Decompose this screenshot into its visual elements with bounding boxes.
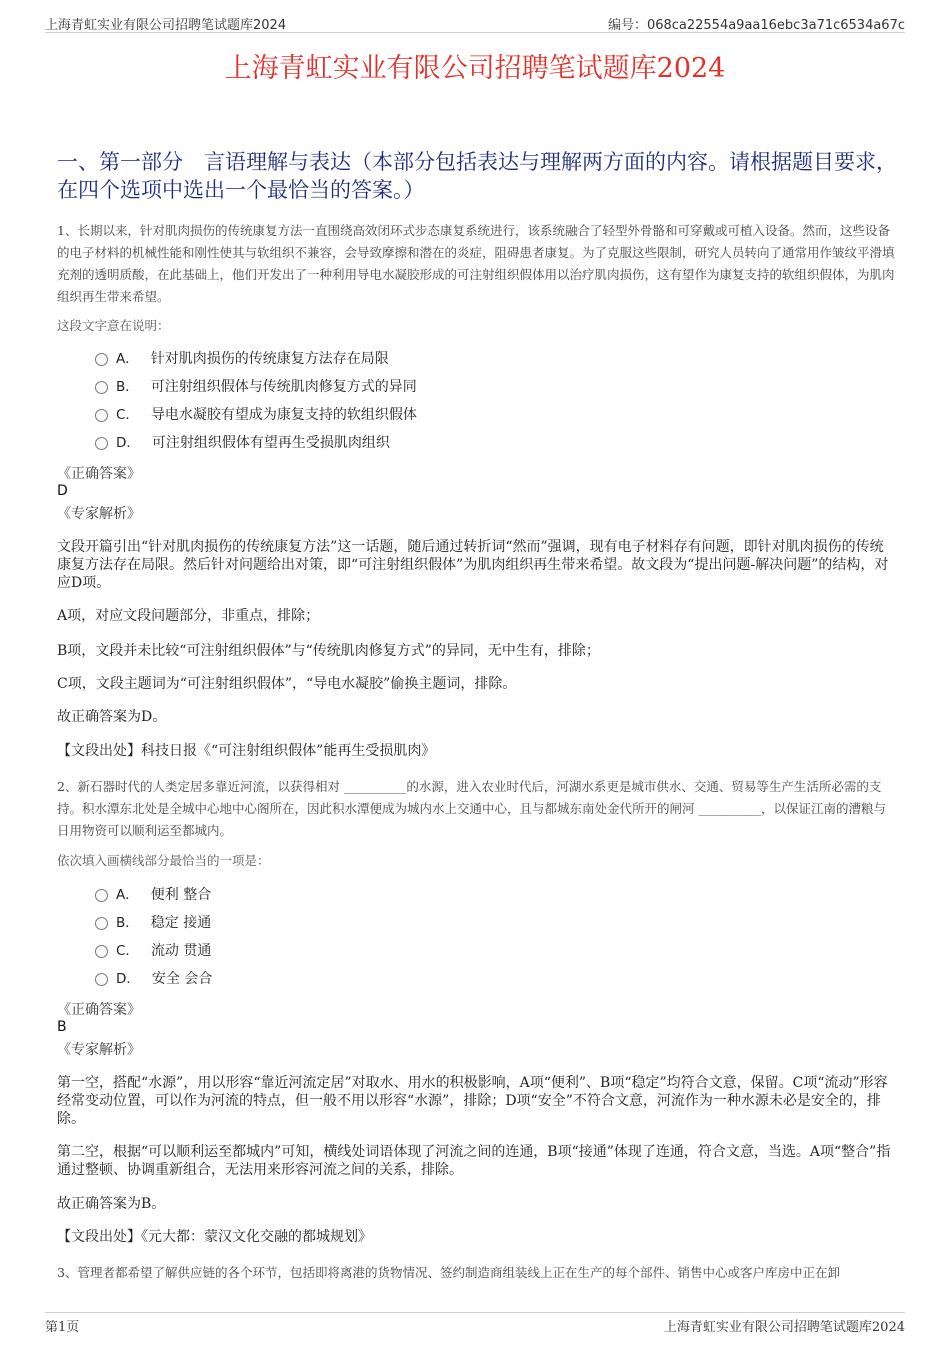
q1-analysis-para: B项，文段并未比较“可注射组织假体”与“传统肌肉修复方式”的异同，无中生有，排除； [57,643,600,659]
q1-option-d[interactable]: D． 可注射组织假体有望再生受损肌肉组织 [95,432,390,454]
document-number: 编号：068ca22554a9aa16ebc3a71c6534a67c [607,18,905,33]
q1-answer: D [57,483,68,499]
q2-answer: B [57,1019,67,1035]
radio-icon[interactable] [95,945,108,958]
question-2-prompt: 依次填入画横线部分最恰当的一项是： [57,853,270,868]
question-1-prompt: 这段文字意在说明： [57,318,170,333]
q1-analysis-para: C项，文段主题词为“可注射组织假体”，“导电水凝胶”偷换主题词，排除。 [57,676,517,692]
section-heading: 一、第一部分 言语理解与表达（本部分包括表达与理解两方面的内容。请根据题目要求，在四个选项中选出一个最恰当的答案。） [57,150,897,202]
q2-analysis-para: 第二空，根据“可以顺利运至都城内”可知，横线处词语体现了河流之间的连通，B项“接通”体现了连通，符合文意，当选。A项“整合”指通过整顿、协调重新组合，无法用来形容河流之间的关系，排除。 [57,1144,891,1178]
question-3-text: 3、管理者都希望了解供应链的各个环节，包括即将离港的货物情况、签约制造商组装线上正在生产的每个部件、销售中心或客户库房中正在卸 [57,1265,840,1280]
q1-option-c[interactable]: C． 导电水凝胶有望成为康复支持的软组织假体 [95,404,417,426]
radio-icon[interactable] [95,381,108,394]
page-number: 第1页 [45,1320,80,1335]
radio-icon[interactable] [95,917,108,930]
q1-source: 【文段出处】科技日报《“可注射组织假体”能再生受损肌肉》 [57,743,436,759]
q2-analysis-para: 故正确答案为B。 [57,1196,166,1212]
q1-option-a[interactable]: A． 针对肌肉损伤的传统康复方法存在局限 [95,348,389,370]
q2-answer-label: 《正确答案》 [57,1002,141,1018]
q2-source: 【文段出处】《元大都：蒙汉文化交融的都城规划》 [57,1229,372,1245]
radio-icon[interactable] [95,889,108,902]
radio-icon[interactable] [95,437,108,450]
q2-option-d[interactable]: D． 安全 会合 [95,968,212,990]
radio-icon[interactable] [95,353,108,366]
q2-option-b[interactable]: B． 稳定 接通 [95,912,211,934]
q2-analysis-label: 《专家解析》 [57,1042,141,1058]
q1-answer-label: 《正确答案》 [57,466,141,482]
q1-analysis-para: A项，对应文段问题部分，非重点，排除； [57,608,320,624]
radio-icon[interactable] [95,409,108,422]
q1-analysis-para: 文段开篇引出“针对肌肉损伤的传统康复方法”这一话题，随后通过转折词“然而”强调，现有电子材料存有问题，即针对肌肉损伤的传统康复方法存在局限。然后针对问题给出对策，即“可注射组织假体”为肌肉组织再生带来希望。故文段为“提出问题-解决问题”的结构，对应D项。 [57,539,889,591]
page-header [45,14,905,33]
q2-option-c[interactable]: C． 流动 贯通 [95,940,211,962]
question-1-text: 1、长期以来，针对肌肉损伤的传统康复方法一直围绕高效闭环式步态康复系统进行，该系统融合了轻型外骨骼和可穿戴或可植入设备。然而，这些设备的电子材料的机械性能和刚性使其与软组织不兼容，会导致摩擦和潜在的炎症，阻碍患者康复。为了克服这些限制，研究人员转向了通常用作皱纹平滑填充剂的透明质酸，在此基础上，他们开发出了一种利用导电水凝胶形成的可注射组织假体用以治疗肌肉损伤，这有望作为康复支持的软组织假体，为肌肉组织再生带来希望。 [57,223,895,304]
header-title: 上海青虹实业有限公司招聘笔试题库2024 [45,18,287,33]
q1-analysis-label: 《专家解析》 [57,506,141,522]
radio-icon[interactable] [95,973,108,986]
question-2-text: 2、新石器时代的人类定居多靠近河流，以获得相对 __________的水源，进入农业时代后，河湖水系更是城市供水、交通、贸易等生产生活所必需的支持。积水潭东北处是全城中心地中心阁所在，因此积水潭便成为城内水上交通中心，且与都城东南处金代所开的闸河 __________，以保证江南的漕粮与日用物资可以顺利运至都城内。 [57,779,886,838]
q1-option-b[interactable]: B． 可注射组织假体与传统肌肉修复方式的异同 [95,376,417,398]
footer-title: 上海青虹实业有限公司招聘笔试题库2024 [663,1320,905,1335]
q1-analysis-para: 故正确答案为D。 [57,709,167,725]
page-title: 上海青虹实业有限公司招聘笔试题库2024 [224,53,726,84]
q2-analysis-para: 第一空，搭配“水源”，用以形容“靠近河流定居”对取水、用水的积极影响，A项“便利”、B项“稳定”均符合文意，保留。C项“流动”形容经常变动位置，可以作为河流的特点，但一般不用以形容“水源”，排除；D项“安全”不符合文意，河流作为一种水源未必是安全的，排除。 [57,1075,888,1127]
page-footer [45,1312,905,1333]
q2-option-a[interactable]: A． 便利 整合 [95,884,211,906]
